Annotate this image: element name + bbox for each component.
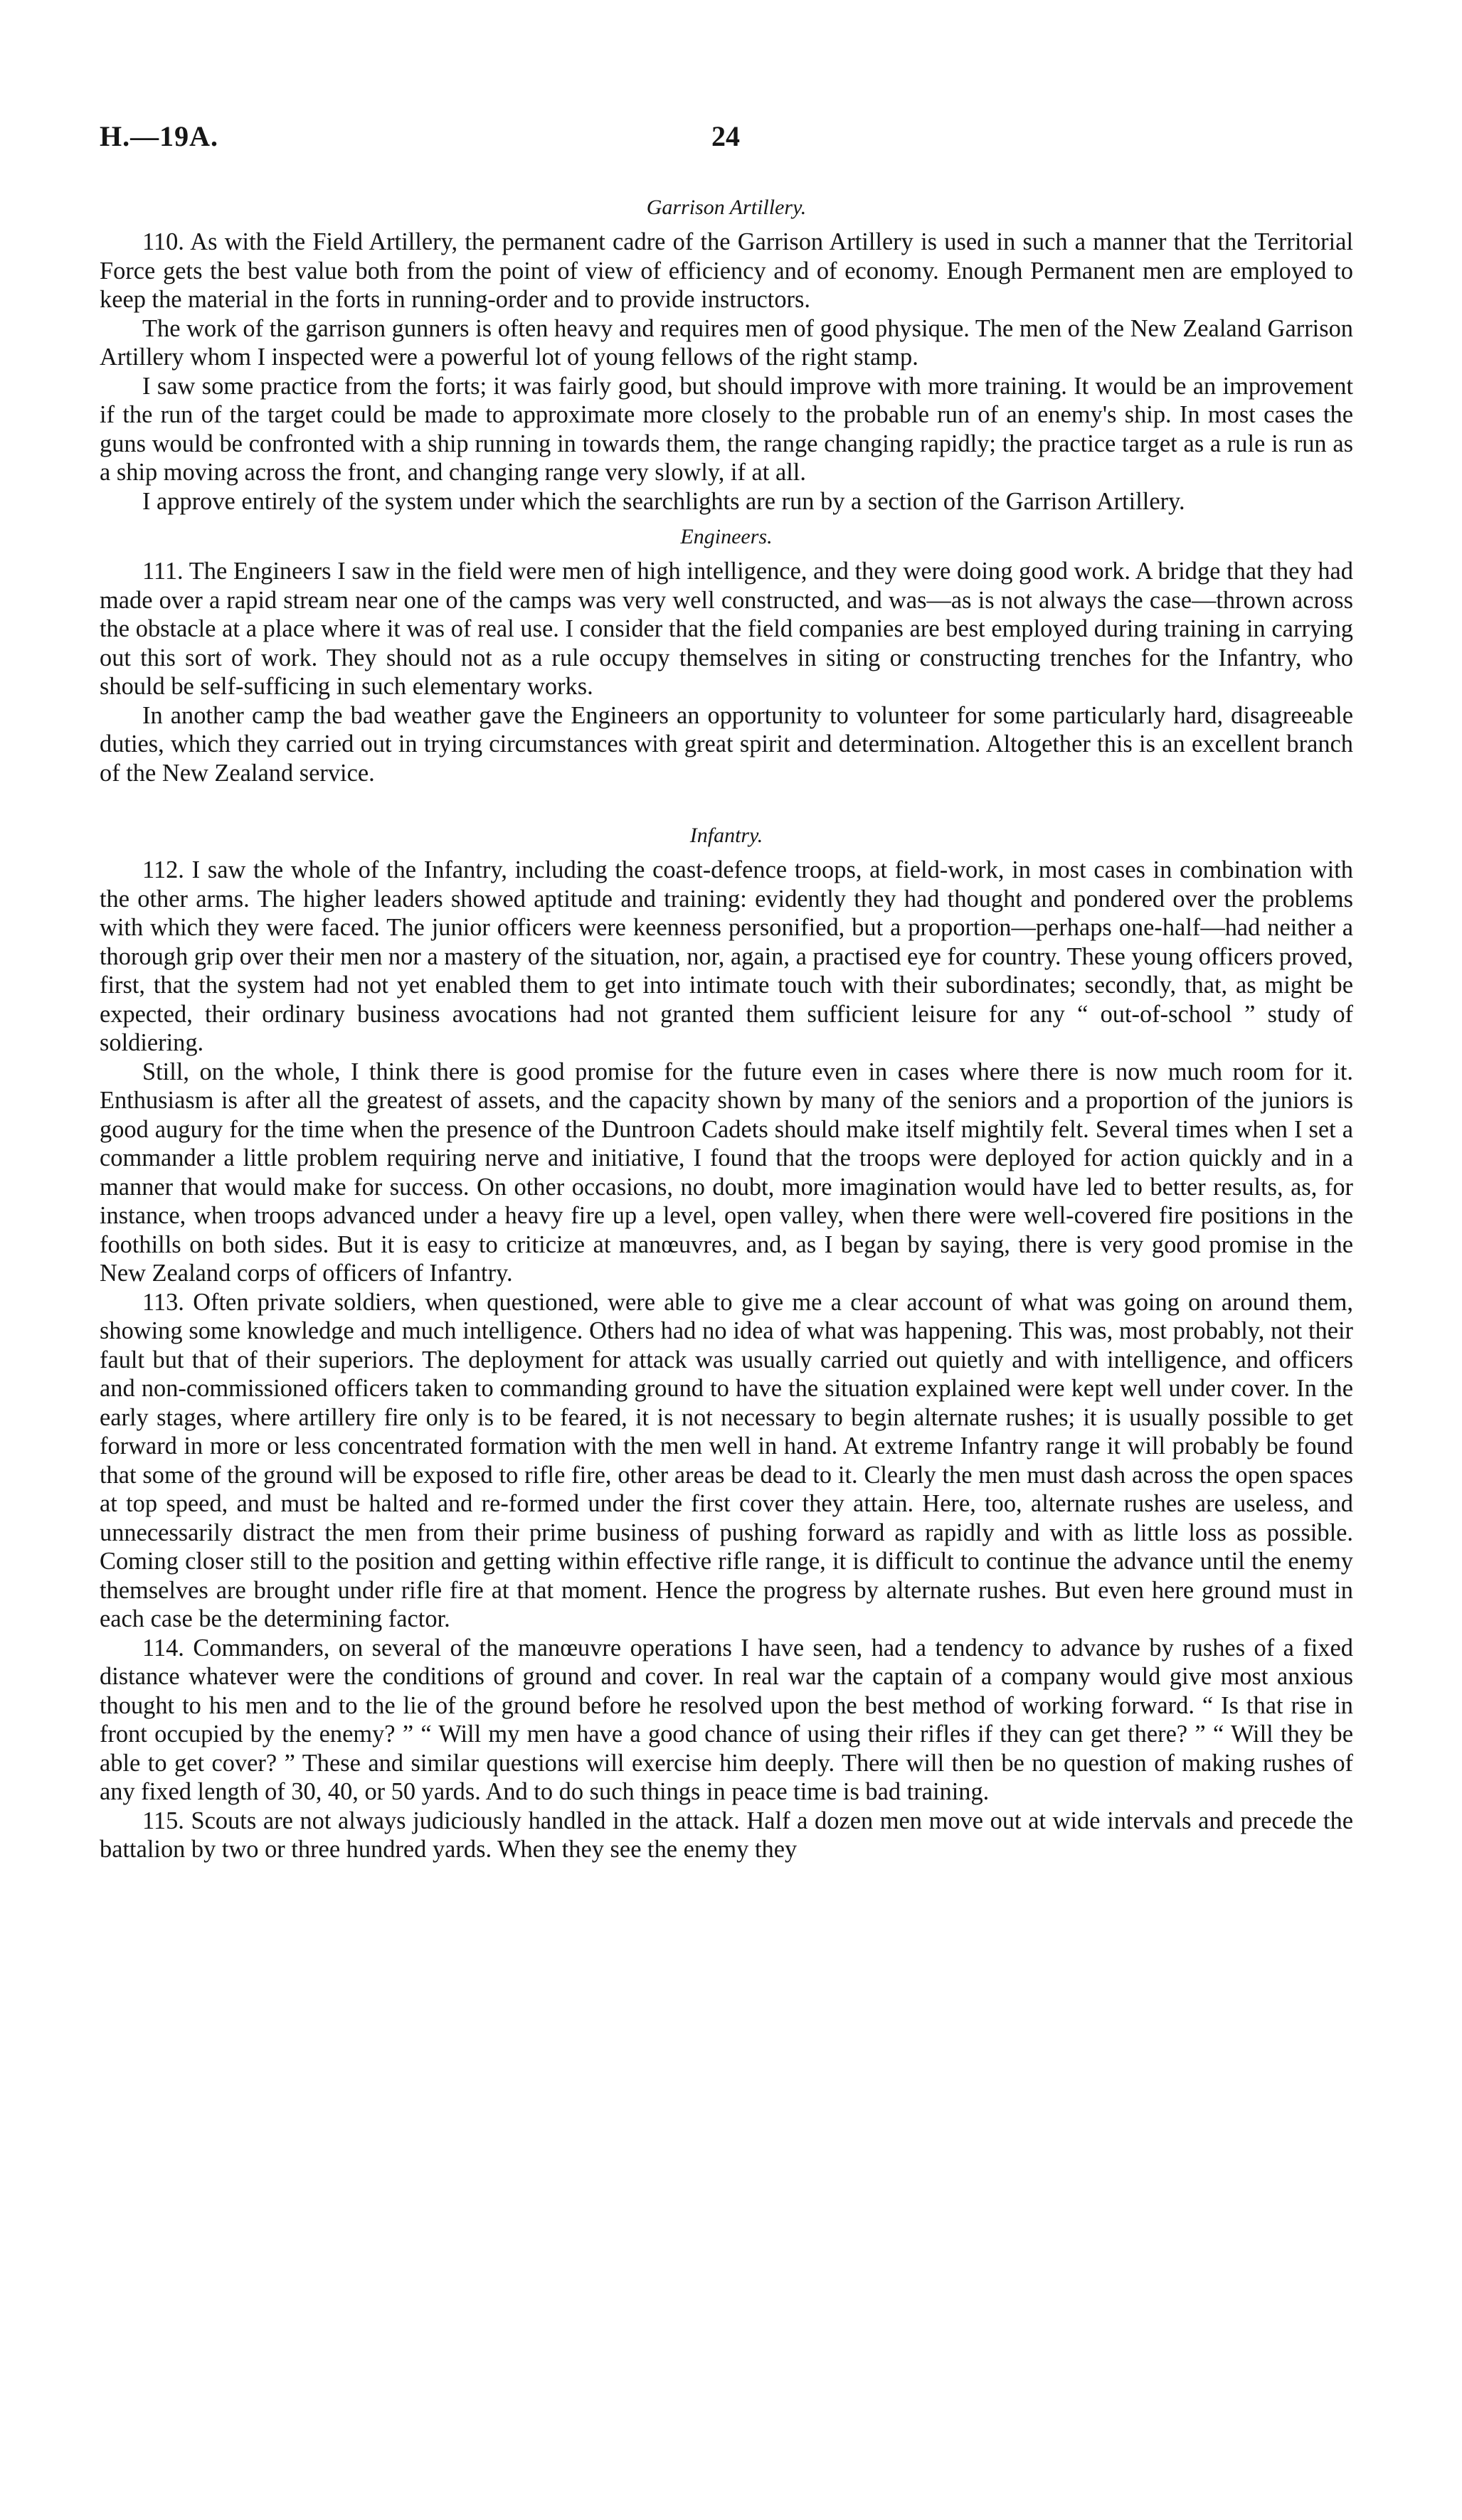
section-garrison-artillery (100, 193, 1353, 516)
paragraph-113: 113. Often private soldiers, when questioned, were able to give me a clear account of what was going on around them, showing some knowledge and much intelligence. Others had no idea of what was happening. This was, most probably, not their fault but that of their superiors. The deployment for attack was usually carried out quietly and with intelligence, and officers and non-commissioned officers taken to commanding ground to have the situation explained were kept well under cover. In the early stages, where artillery fire only is to be feared, it is not necessary to begin alternate rushes; it is usually possible to get forward in more or less concentrated formation with the men well in hand. At extreme Infantry range it will probably be found that some of the ground will be exposed to rifle fire, other areas be dead to it. Clearly the men must dash across the open spaces at top speed, and must be halted and re-formed under the first cover they attain. Here, too, alternate rushes are useless, and unnecessarily distract the men from their prime business of pushing forward as rapidly and with as little loss as possible. Coming closer still to the position and getting within effective rifle range, it is difficult to continue the advance until the enemy themselves are brought under rifle fire at that moment. Hence the progress by alternate rushes. But even here ground must in each case be the determining factor. (100, 1288, 1353, 1632)
section-engineers (100, 523, 1353, 787)
paragraph: In another camp the bad weather gave the Engineers an opportunity to volunteer for some particularly hard, disagreeable duties, which they carried out in trying circumstances with great spirit and determination. Altogether this is an excellent branch of the New Zealand service. (100, 701, 1353, 787)
section-infantry (100, 822, 1353, 1864)
document-id: H.—19A. (100, 120, 218, 152)
section-heading: Infantry. (689, 824, 763, 847)
page-header (100, 119, 1352, 169)
paragraph: I approve entirely of the system under which the searchlights are run by a section of the Garrison Artillery. (142, 487, 1185, 515)
paragraph: The work of the garrison gunners is often heavy and requires men of good physique. The men of the New Zealand Garrison Artillery whom I inspected were a powerful lot of young fellows of the right stamp. (100, 314, 1353, 371)
spacer (100, 787, 1353, 822)
paragraph: Still, on the whole, I think there is good promise for the future even in cases where there is now much room for it. Enthusiasm is after all the greatest of assets, and the capacity shown by many of the seniors and a proportion of the juniors is good augury for the time when the presence of the Duntroon Cadets should make itself mightily felt. Several times when I set a commander a little problem requiring nerve and initiative, I found that the troops were deployed for action quickly and in a manner that would make for success. On other occasions, no doubt, more imagination would have led to better results, as, for instance, when troops advanced under a heavy fire up a level, open valley, when there were well-covered fire positions in the foothills on both sides. But it is easy to criticize at manœuvres, and, as I began by saying, there is very good promise in the New Zealand corps of officers of Infantry. (100, 1058, 1353, 1287)
paragraph-112: 112. I saw the whole of the Infantry, including the coast-defence troops, at field-work, in most cases in combination with the other arms. The higher leaders showed aptitude and training: evidently they had thought and pondered over the problems with which they were faced. The junior officers were keenness personified, but a proportion—perhaps one-half—had neither a thorough grip over their men nor a mastery of the situation, nor, again, a practised eye for country. These young officers proved, first, that the system had not yet enabled them to get into intimate touch with their subordinates; secondly, that, as might be expected, their ordinary business avocations had not granted them sufficient leisure for any “ out-of-school ” study of soldiering. (100, 856, 1353, 1056)
section-heading: Engineers. (680, 525, 773, 548)
page-number: 24 (711, 120, 740, 152)
paragraph-111: 111. The Engineers I saw in the field were men of high intelligence, and they were doing good work. A bridge that they had made over a rapid stream near one of the camps was very well constructed, and was—as is not always the case—thrown across the obstacle at a place where it was of real use. I consider that the field companies are best employed during training in carrying out this sort of work. They should not as a rule occupy themselves in siting or constructing trenches for the Infantry, who should be self-sufficing in such elementary works. (100, 558, 1353, 700)
section-heading: Garrison Artillery. (646, 196, 807, 219)
paragraph-110: 110. As with the Field Artillery, the permanent cadre of the Garrison Artillery is used in such a manner that the Territorial Force gets the best value both from the point of view of efficiency and of economy. Enough Permanent men are employed to keep the material in the forts in running-order and to provide instructors. (100, 228, 1353, 313)
paragraph: I saw some practice from the forts; it was fairly good, but should improve with more training. It would be an improvement if the run of the target could be made to approximate more closely to the probable run of an enemy's ship. In most cases the guns would be confronted with a ship running in towards them, the range changing rapidly; the practice target as a rule is run as a ship moving across the front, and changing range very slowly, if at all. (100, 372, 1353, 486)
spacer (100, 516, 1353, 523)
paragraph-115: 115. Scouts are not always judiciously handled in the attack. Half a dozen men move out at wide intervals and precede the battalion by two or three hundred yards. When they see the enemy they (100, 1807, 1353, 1863)
document-body (100, 193, 1353, 1864)
paragraph-114: 114. Commanders, on several of the manœuvre operations I have seen, had a tendency to advance by rushes of a fixed distance whatever were the conditions of ground and cover. In real war the captain of a company would give most anxious thought to his men and to the lie of the ground before he resolved upon the best method of working forward. “ Is that rise in front occupied by the enemy? ” “ Will my men have a good chance of using their rifles if they can get there? ” “ Will they be able to get cover? ” These and similar questions will exercise him deeply. There will then be no question of making rushes of any fixed length of 30, 40, or 50 yards. And to do such things in peace time is bad training. (100, 1634, 1353, 1805)
